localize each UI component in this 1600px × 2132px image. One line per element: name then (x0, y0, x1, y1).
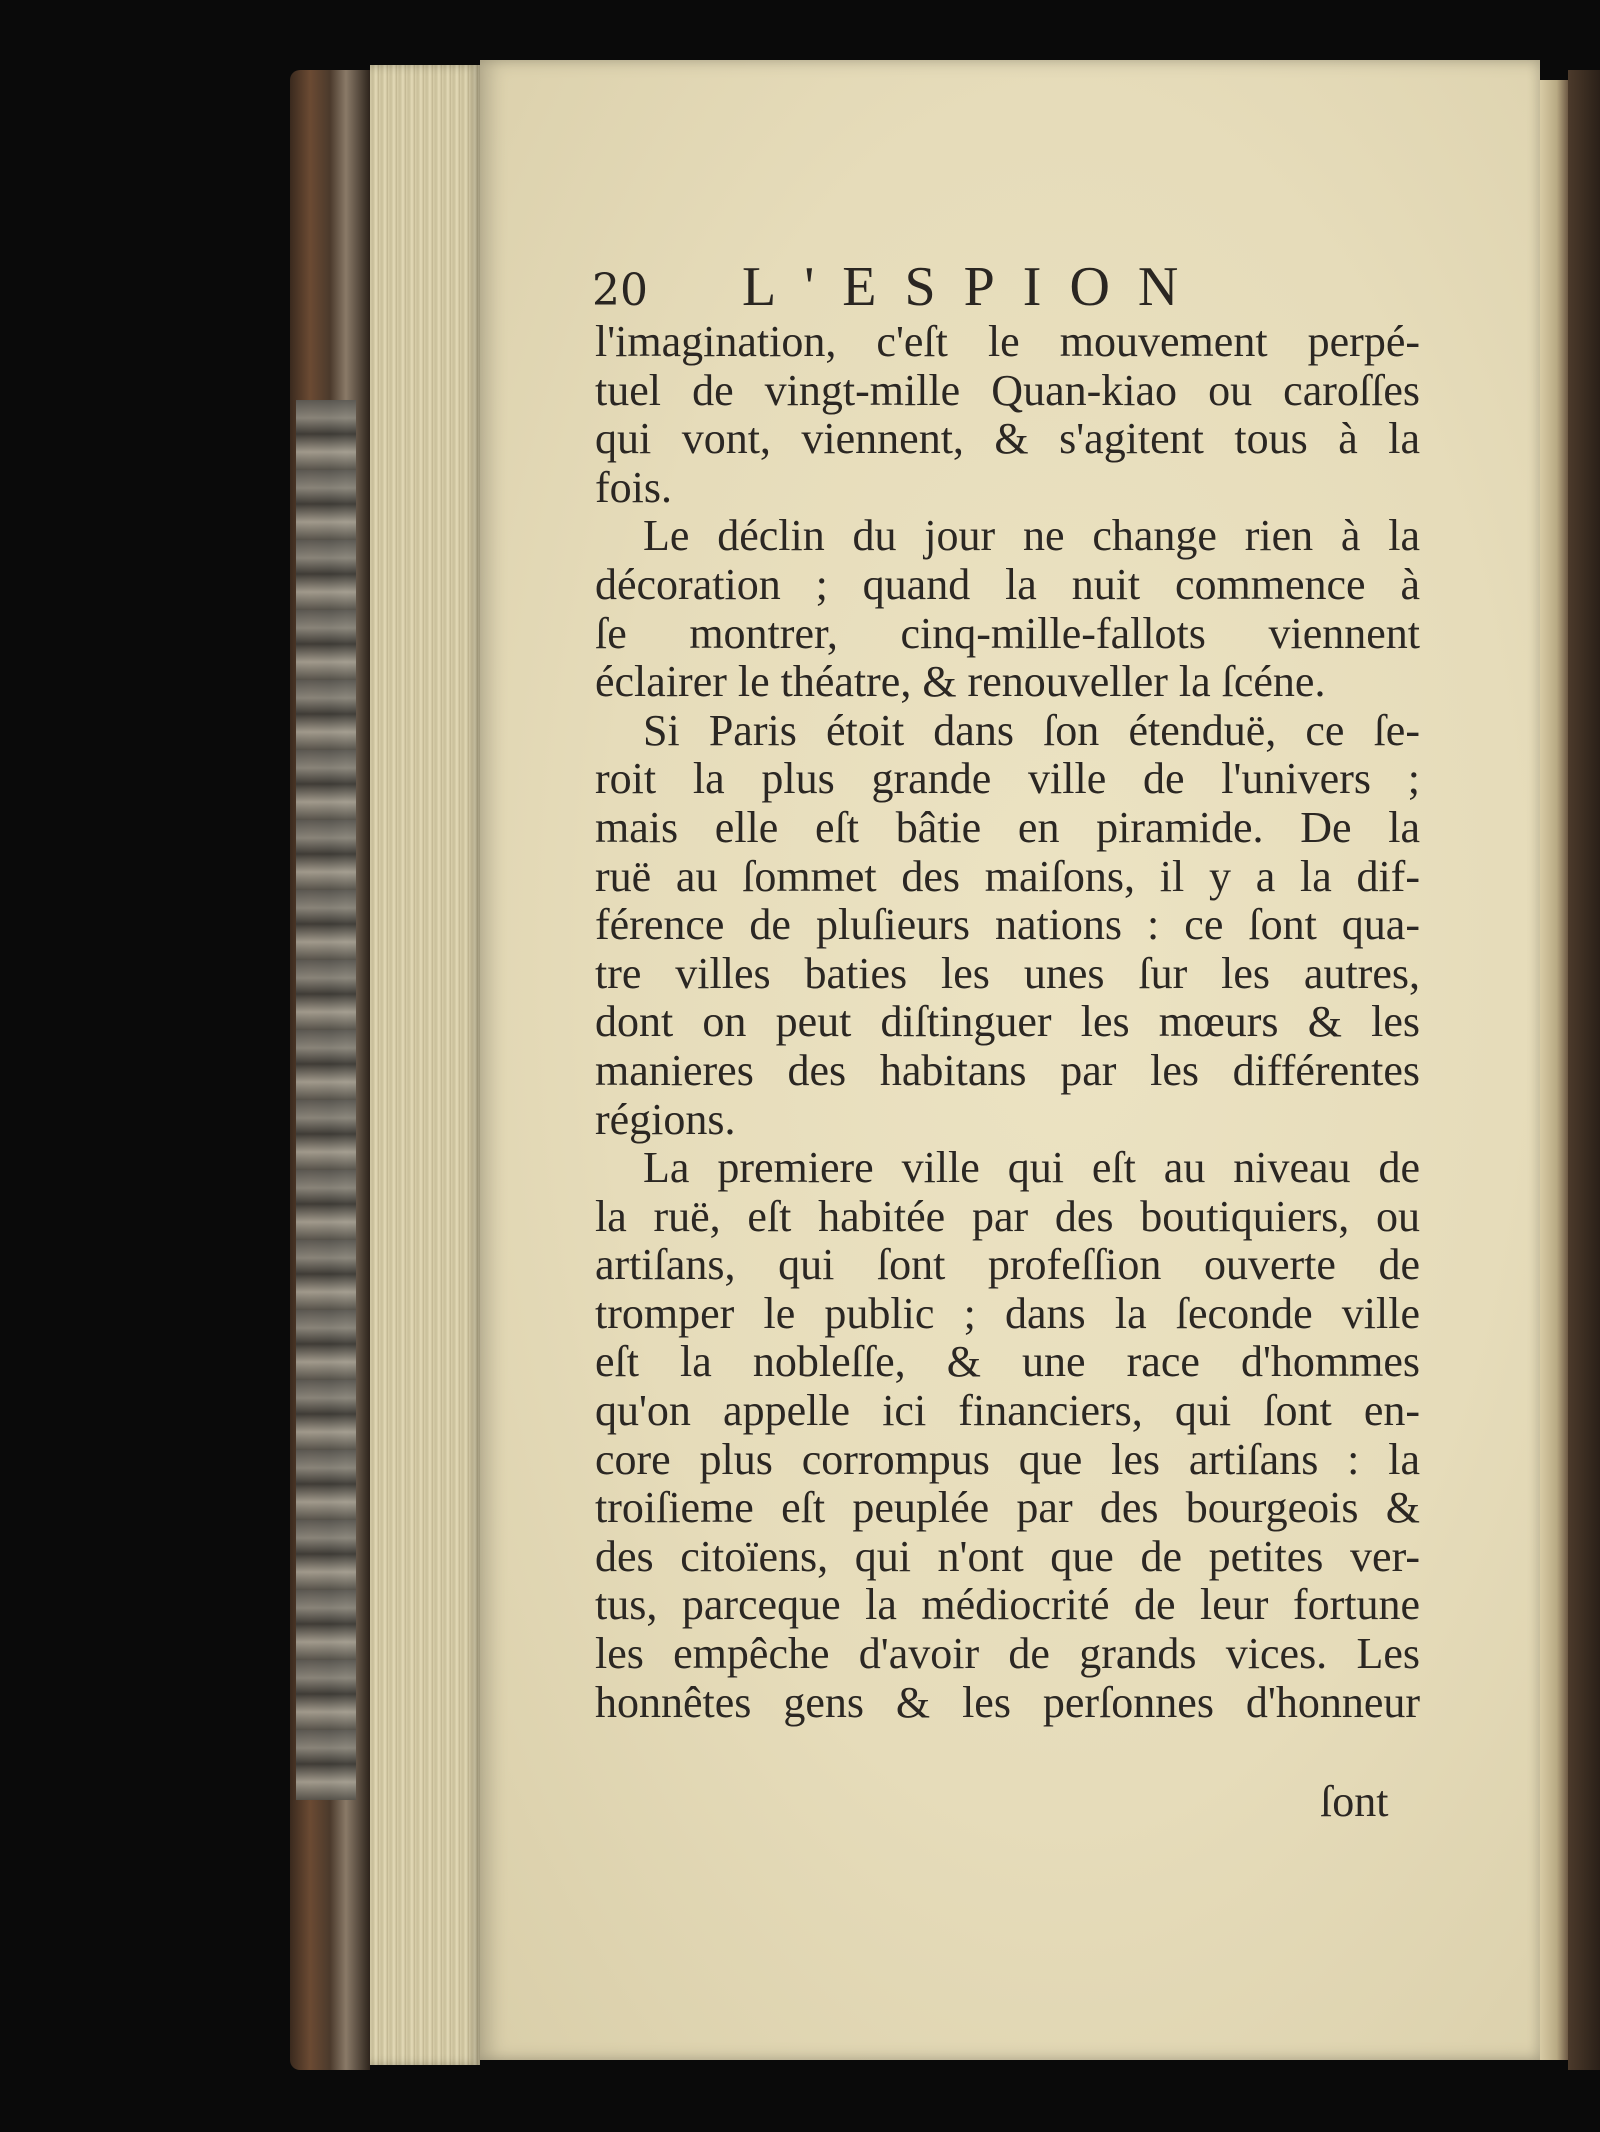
text-line: qui vont, viennent, & s'agitent tous à la (595, 414, 1420, 464)
text-line: troiſieme eſt peuplée par des bourgeois & (595, 1483, 1420, 1533)
text-line: des citoïens, qui n'ont que de petites ver- (595, 1531, 1420, 1581)
text-line: La premiere ville qui eſt au niveau de (643, 1143, 1420, 1193)
text-line: éclairer le théatre, & renouveller la ſcéne. (595, 657, 1326, 707)
next-page-edge (1540, 80, 1568, 2060)
cover-edge (1568, 70, 1600, 2070)
text-line: décoration ; quand la nuit commence à (595, 559, 1420, 609)
text-line: Le déclin du jour ne change rien à la (643, 511, 1420, 561)
page-header (592, 255, 1212, 325)
text-line: qu'on appelle ici financiers, qui ſont en- (595, 1386, 1420, 1436)
text-line: tromper le public ; dans la ſeconde ville (595, 1288, 1420, 1338)
running-title: L'ESPION (742, 256, 1207, 318)
text-line: fois. (595, 462, 672, 512)
text-line: honnêtes gens & les perſonnes d'honneur (595, 1677, 1420, 1727)
text-line: ſe montrer, cinq-mille-fallots viennent (595, 608, 1420, 658)
text-line: dont on peut diſtinguer les mœurs & les (595, 997, 1420, 1047)
text-line: Si Paris étoit dans ſon étenduë, ce ſe- (643, 705, 1420, 755)
marbled-cover (296, 400, 356, 1800)
text-line: manieres des habitans par les différentes (595, 1045, 1420, 1095)
text-line: la ruë, eſt habitée par des boutiquiers, ou (595, 1191, 1420, 1241)
text-line: tus, parceque la médiocrité de leur fortune (595, 1580, 1420, 1630)
text-line: tre villes baties les unes ſur les autres, (595, 948, 1420, 998)
book-binding (290, 70, 370, 2070)
text-line: roit la plus grande ville de l'univers ; (595, 754, 1420, 804)
text-line: régions. (595, 1094, 736, 1144)
text-line: férence de pluſieurs nations : ce ſont qua- (595, 900, 1420, 950)
text-line: eſt la nobleſſe, & une race d'hommes (595, 1337, 1420, 1387)
text-line: mais elle eſt bâtie en piramide. De la (595, 802, 1420, 852)
text-line: artiſans, qui ſont profeſſion ouverte de (595, 1240, 1420, 1290)
body-text (595, 318, 1420, 1727)
text-line: ruë au ſommet des maiſons, il y a la dif- (595, 851, 1420, 901)
page-edges (370, 65, 480, 2065)
page-number: 20 (592, 265, 648, 316)
text-line: tuel de vingt-mille Quan-kiao ou caroſſes (595, 365, 1420, 415)
text-line: les empêche d'avoir de grands vices. Les (595, 1629, 1420, 1679)
catchword: ſont (1320, 1777, 1389, 1826)
text-line: core plus corrompus que les artiſans : la (595, 1434, 1420, 1484)
text-line: l'imagination, c'eſt le mouvement perpé- (595, 317, 1420, 366)
